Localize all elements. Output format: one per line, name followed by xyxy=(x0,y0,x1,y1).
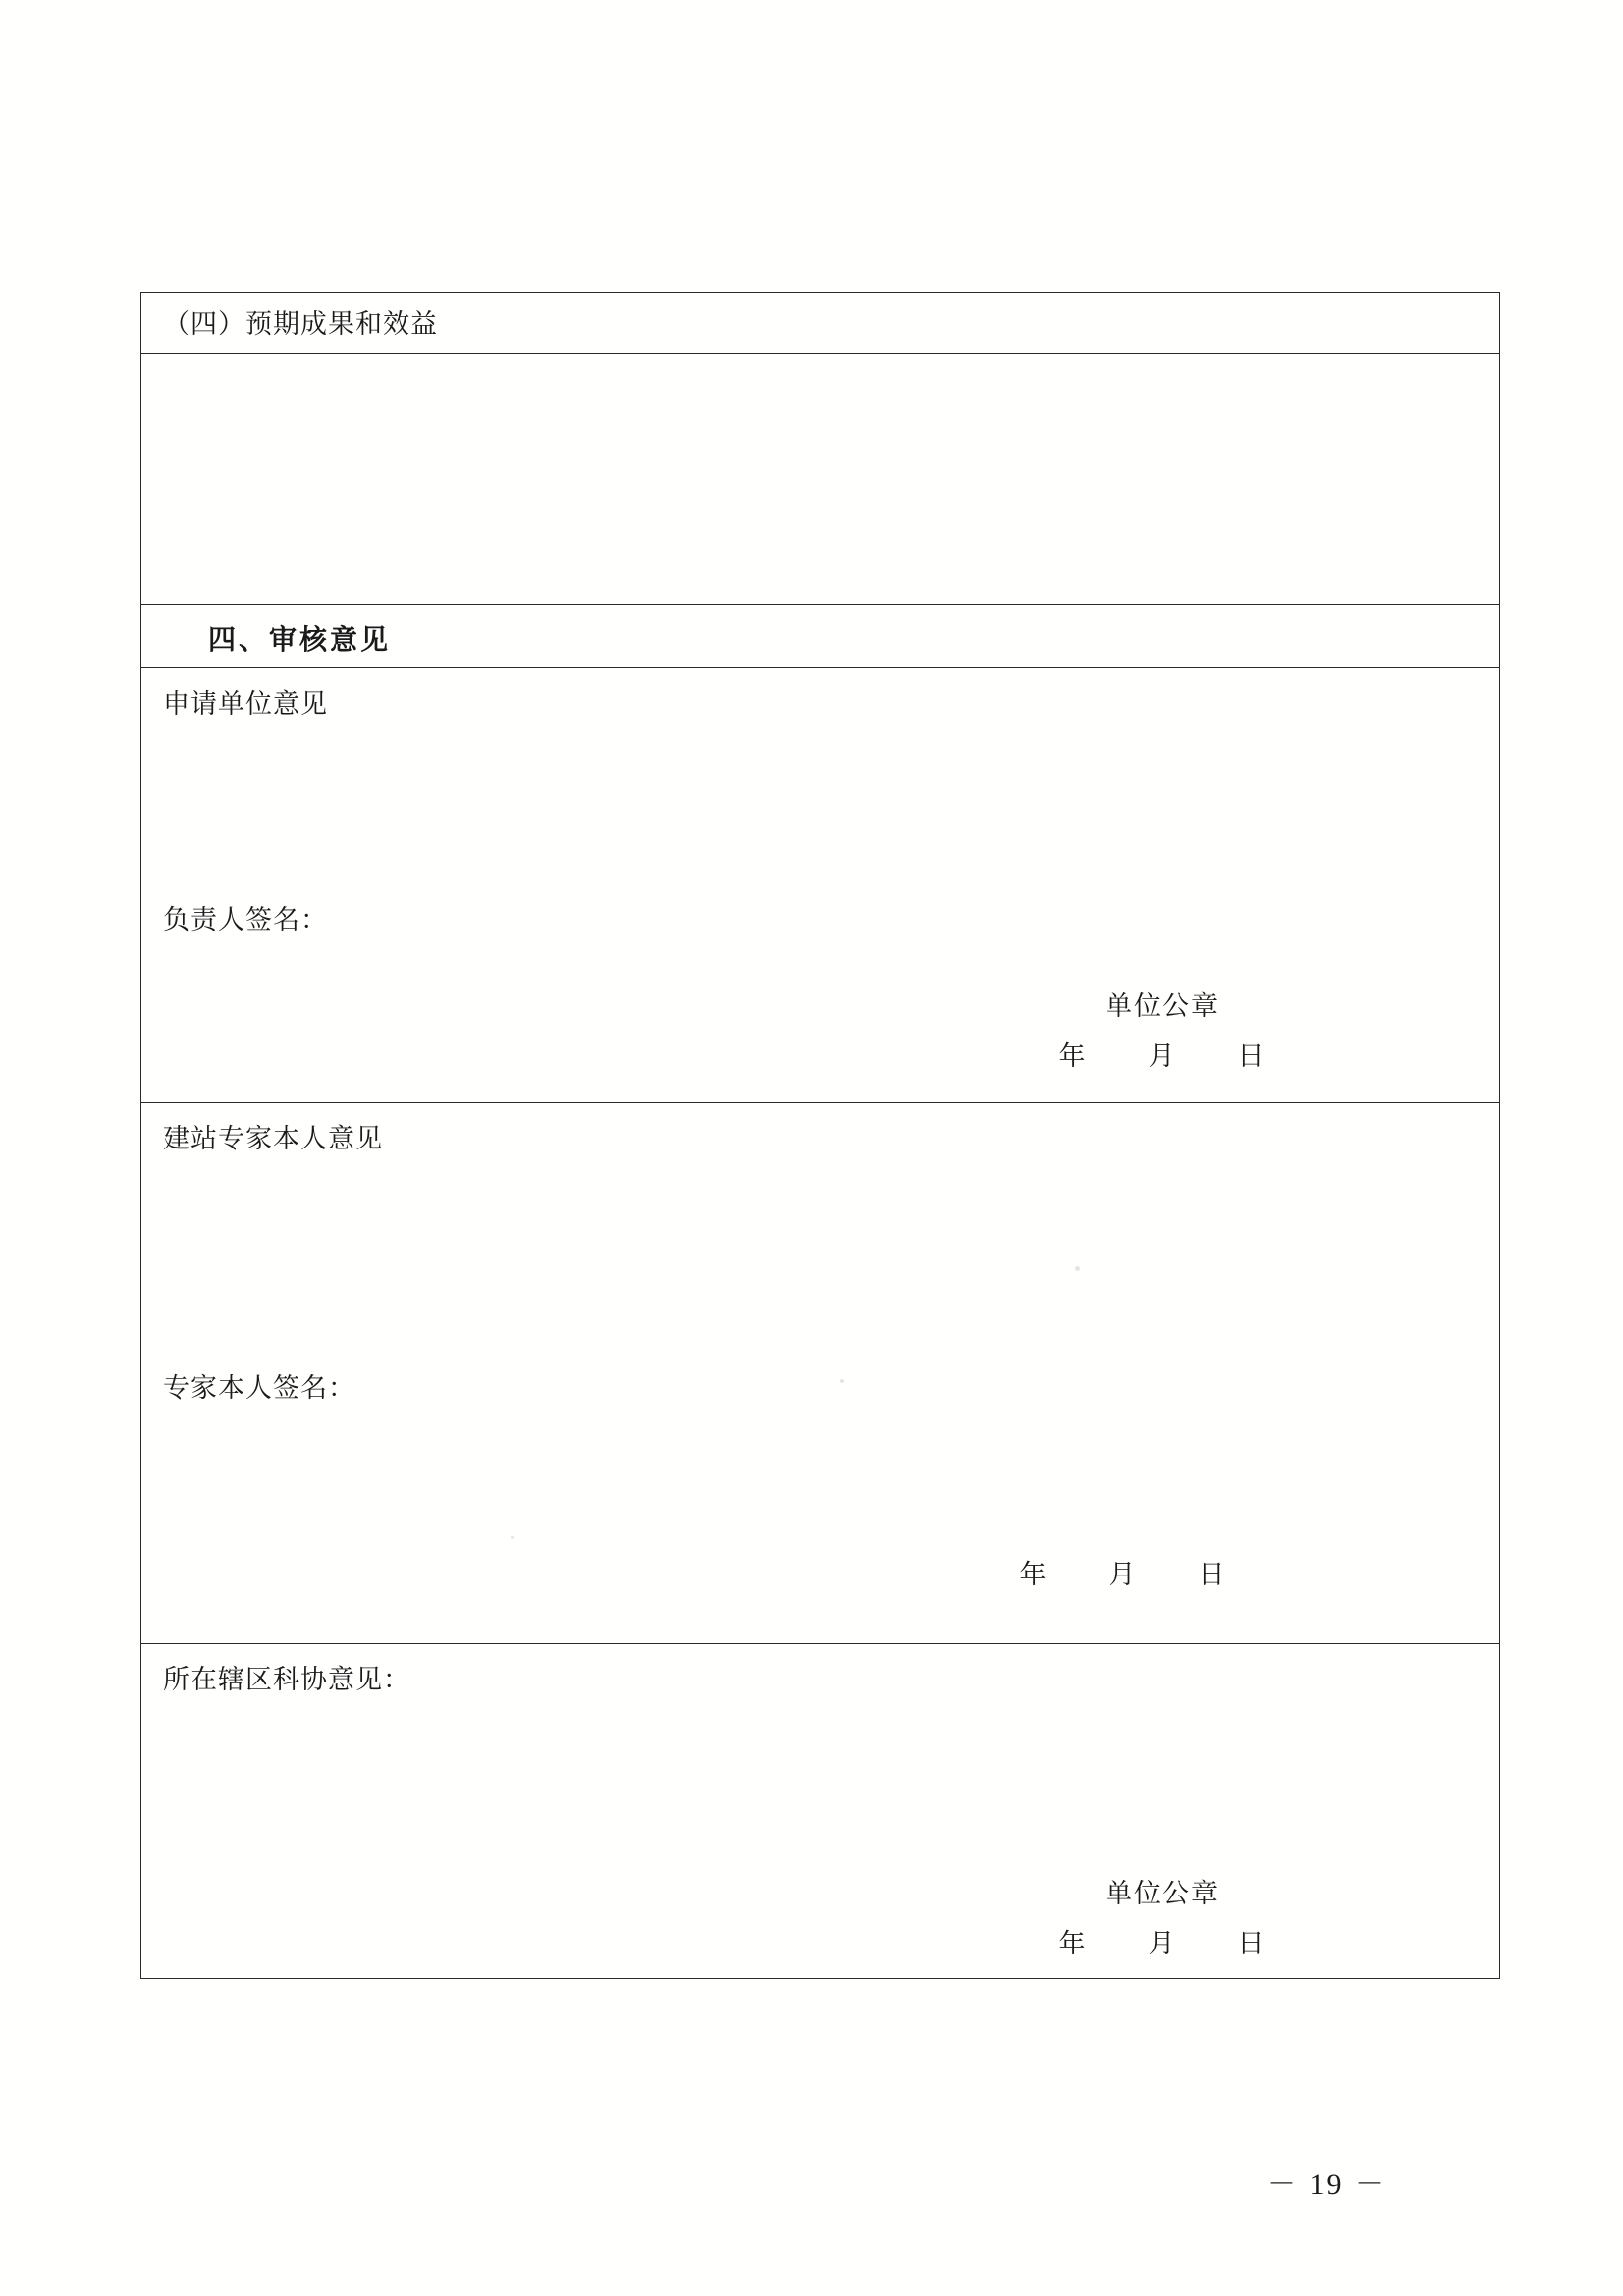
table-row xyxy=(141,353,1500,604)
date-day-label: 日 xyxy=(1198,1559,1227,1589)
expert-date-line xyxy=(917,1553,1329,1591)
table-row xyxy=(141,604,1500,667)
application-form-table xyxy=(140,292,1500,1979)
date-year-label: 年 xyxy=(1058,1928,1088,1958)
applicant-unit-stamp-label: 单位公章 xyxy=(1106,990,1219,1021)
district-association-stamp-label: 单位公章 xyxy=(1106,1878,1219,1908)
table-row xyxy=(141,293,1500,354)
date-day-label: 日 xyxy=(1237,1928,1267,1958)
expected-results-input[interactable] xyxy=(141,354,1499,604)
table-row xyxy=(141,1643,1500,1978)
expert-opinion-label: 建站专家本人意见 xyxy=(163,1123,383,1153)
review-opinions-heading: 四、审核意见 xyxy=(208,624,392,656)
date-month-label: 月 xyxy=(1148,1928,1177,1958)
expert-signature-label: 专家本人签名： xyxy=(163,1372,355,1403)
date-month-label: 月 xyxy=(1148,1041,1177,1071)
applicant-unit-opinion-label: 申请单位意见 xyxy=(163,688,328,719)
date-month-label: 月 xyxy=(1109,1559,1138,1589)
applicant-unit-signature-label: 负责人签名： xyxy=(163,904,328,934)
date-year-label: 年 xyxy=(1058,1041,1088,1071)
table-row xyxy=(141,667,1500,1102)
date-year-label: 年 xyxy=(1019,1559,1049,1589)
table-row xyxy=(141,1102,1500,1643)
district-association-opinion-label: 所在辖区科协意见： xyxy=(163,1664,410,1694)
page-number: － 19 － xyxy=(1267,2168,1387,2201)
expected-results-label: （四）预期成果和效益 xyxy=(163,309,438,339)
date-day-label: 日 xyxy=(1237,1041,1267,1071)
applicant-unit-date-line xyxy=(956,1035,1369,1073)
district-association-date-line xyxy=(956,1922,1369,1960)
